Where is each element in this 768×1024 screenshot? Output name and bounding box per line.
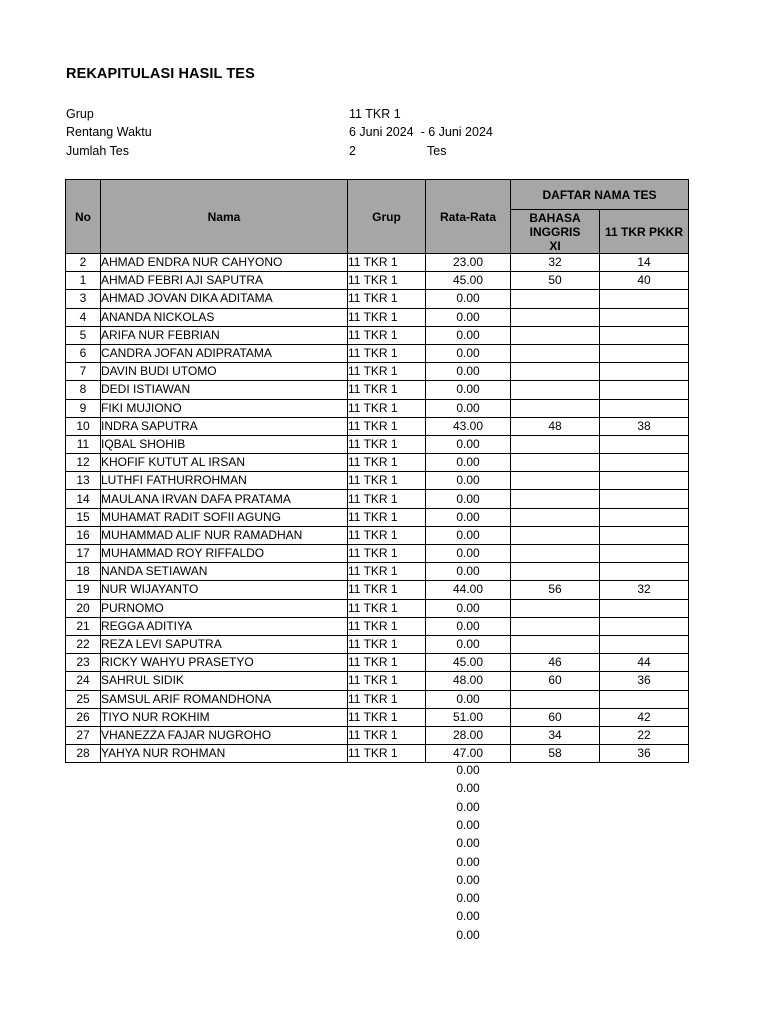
cell-bahasa-inggris: [511, 399, 600, 417]
cell-nama: MUHAMMAD ALIF NUR RAMADHAN: [101, 526, 348, 544]
cell-11-tkr-pkkr: [600, 308, 689, 326]
cell-rata-rata: 0.00: [426, 508, 511, 526]
cell-rata-rata: 0.00: [426, 326, 511, 344]
cell-grup: 11 TKR 1: [348, 617, 426, 635]
table-row: [66, 508, 689, 526]
cell-rata-rata: 0.00: [426, 399, 511, 417]
cell-nama: LUTHFI FATHURROHMAN: [101, 472, 348, 490]
cell-11-tkr-pkkr: [600, 545, 689, 563]
table-row: [66, 417, 689, 435]
meta-jumlah-label: Jumlah Tes: [66, 144, 129, 158]
table-row: [66, 654, 689, 672]
header-test-11-tkr-pkkr: 11 TKR PKKR: [600, 210, 689, 254]
cell-bahasa-inggris: 58: [511, 745, 600, 763]
table-row: [66, 363, 689, 381]
extra-average-value: 0.00: [456, 836, 480, 851]
cell-bahasa-inggris: [511, 490, 600, 508]
table-row: [66, 745, 689, 763]
cell-rata-rata: 47.00: [426, 745, 511, 763]
cell-no: 17: [66, 545, 101, 563]
cell-11-tkr-pkkr: [600, 399, 689, 417]
cell-no: 10: [66, 417, 101, 435]
cell-nama: ARIFA NUR FEBRIAN: [101, 326, 348, 344]
cell-no: 12: [66, 454, 101, 472]
cell-bahasa-inggris: 56: [511, 581, 600, 599]
cell-grup: 11 TKR 1: [348, 545, 426, 563]
cell-nama: PURNOMO: [101, 599, 348, 617]
cell-nama: SAMSUL ARIF ROMANDHONA: [101, 690, 348, 708]
cell-rata-rata: 0.00: [426, 363, 511, 381]
extra-average-value: 0.00: [456, 817, 480, 832]
cell-grup: 11 TKR 1: [348, 690, 426, 708]
cell-nama: DEDI ISTIAWAN: [101, 381, 348, 399]
cell-11-tkr-pkkr: [600, 326, 689, 344]
table-row: [66, 708, 689, 726]
cell-rata-rata: 0.00: [426, 290, 511, 308]
cell-11-tkr-pkkr: 22: [600, 726, 689, 744]
cell-rata-rata: 0.00: [426, 599, 511, 617]
cell-11-tkr-pkkr: 32: [600, 581, 689, 599]
cell-rata-rata: 0.00: [426, 490, 511, 508]
table-row: [66, 490, 689, 508]
cell-grup: 11 TKR 1: [348, 254, 426, 272]
cell-bahasa-inggris: [511, 545, 600, 563]
extra-average-value: 0.00: [456, 891, 480, 906]
cell-no: 3: [66, 290, 101, 308]
cell-11-tkr-pkkr: [600, 635, 689, 653]
cell-grup: 11 TKR 1: [348, 563, 426, 581]
table-row: [66, 254, 689, 272]
cell-bahasa-inggris: [511, 599, 600, 617]
cell-grup: 11 TKR 1: [348, 326, 426, 344]
extra-average-value: 0.00: [456, 909, 480, 924]
cell-no: 13: [66, 472, 101, 490]
cell-grup: 11 TKR 1: [348, 308, 426, 326]
table-row: [66, 344, 689, 362]
cell-grup: 11 TKR 1: [348, 581, 426, 599]
cell-rata-rata: 23.00: [426, 254, 511, 272]
cell-11-tkr-pkkr: [600, 454, 689, 472]
cell-grup: 11 TKR 1: [348, 508, 426, 526]
table-row: [66, 435, 689, 453]
cell-nama: MUHAMMAD ROY RIFFALDO: [101, 545, 348, 563]
cell-11-tkr-pkkr: [600, 381, 689, 399]
cell-bahasa-inggris: [511, 526, 600, 544]
cell-bahasa-inggris: [511, 454, 600, 472]
cell-bahasa-inggris: 50: [511, 272, 600, 290]
cell-rata-rata: 0.00: [426, 563, 511, 581]
cell-nama: KHOFIF KUTUT AL IRSAN: [101, 454, 348, 472]
cell-11-tkr-pkkr: 38: [600, 417, 689, 435]
cell-nama: REZA LEVI SAPUTRA: [101, 635, 348, 653]
table-row: [66, 563, 689, 581]
cell-rata-rata: 0.00: [426, 308, 511, 326]
cell-no: 6: [66, 344, 101, 362]
table-row: [66, 290, 689, 308]
cell-nama: AHMAD JOVAN DIKA ADITAMA: [101, 290, 348, 308]
cell-no: 20: [66, 599, 101, 617]
extra-average-value: 0.00: [456, 799, 480, 814]
cell-rata-rata: 0.00: [426, 526, 511, 544]
cell-no: 5: [66, 326, 101, 344]
table-row: [66, 381, 689, 399]
cell-grup: 11 TKR 1: [348, 290, 426, 308]
cell-grup: 11 TKR 1: [348, 472, 426, 490]
cell-bahasa-inggris: [511, 344, 600, 362]
cell-grup: 11 TKR 1: [348, 454, 426, 472]
cell-rata-rata: 0.00: [426, 690, 511, 708]
cell-11-tkr-pkkr: 44: [600, 654, 689, 672]
cell-no: 16: [66, 526, 101, 544]
cell-nama: AHMAD ENDRA NUR CAHYONO: [101, 254, 348, 272]
table-row: [66, 672, 689, 690]
cell-bahasa-inggris: [511, 508, 600, 526]
cell-rata-rata: 51.00: [426, 708, 511, 726]
result-table: [65, 179, 689, 763]
extra-average-value: 0.00: [456, 927, 480, 942]
cell-grup: 11 TKR 1: [348, 745, 426, 763]
cell-rata-rata: 45.00: [426, 272, 511, 290]
cell-bahasa-inggris: [511, 290, 600, 308]
header-test-bahasa-inggris: BAHASA INGGRIS XI: [511, 210, 600, 254]
header-grup: Grup: [348, 180, 426, 254]
table-row: [66, 545, 689, 563]
table-row: [66, 526, 689, 544]
cell-rata-rata: 0.00: [426, 545, 511, 563]
cell-no: 19: [66, 581, 101, 599]
cell-nama: TIYO NUR ROKHIM: [101, 708, 348, 726]
table-row: [66, 726, 689, 744]
table-row: [66, 635, 689, 653]
table-row: [66, 472, 689, 490]
cell-grup: 11 TKR 1: [348, 526, 426, 544]
cell-no: 11: [66, 435, 101, 453]
cell-bahasa-inggris: [511, 635, 600, 653]
cell-nama: ANANDA NICKOLAS: [101, 308, 348, 326]
cell-bahasa-inggris: [511, 690, 600, 708]
cell-rata-rata: 0.00: [426, 435, 511, 453]
cell-rata-rata: 0.00: [426, 381, 511, 399]
cell-nama: SAHRUL SIDIK: [101, 672, 348, 690]
header-nama: Nama: [101, 180, 348, 254]
cell-grup: 11 TKR 1: [348, 635, 426, 653]
cell-bahasa-inggris: [511, 381, 600, 399]
cell-nama: RICKY WAHYU PRASETYO: [101, 654, 348, 672]
cell-nama: YAHYA NUR ROHMAN: [101, 745, 348, 763]
table-row: [66, 399, 689, 417]
cell-11-tkr-pkkr: 14: [600, 254, 689, 272]
cell-grup: 11 TKR 1: [348, 672, 426, 690]
cell-rata-rata: 45.00: [426, 654, 511, 672]
cell-11-tkr-pkkr: [600, 363, 689, 381]
cell-bahasa-inggris: [511, 363, 600, 381]
table-row: [66, 308, 689, 326]
cell-no: 26: [66, 708, 101, 726]
cell-grup: 11 TKR 1: [348, 490, 426, 508]
cell-grup: 11 TKR 1: [348, 417, 426, 435]
cell-grup: 11 TKR 1: [348, 363, 426, 381]
cell-nama: NANDA SETIAWAN: [101, 563, 348, 581]
cell-bahasa-inggris: [511, 617, 600, 635]
cell-nama: MAULANA IRVAN DAFA PRATAMA: [101, 490, 348, 508]
cell-11-tkr-pkkr: 36: [600, 745, 689, 763]
table-row: [66, 617, 689, 635]
cell-11-tkr-pkkr: 40: [600, 272, 689, 290]
cell-11-tkr-pkkr: [600, 563, 689, 581]
cell-bahasa-inggris: 60: [511, 708, 600, 726]
cell-bahasa-inggris: 60: [511, 672, 600, 690]
meta-jumlah-value: 2: [349, 144, 356, 158]
cell-no: 1: [66, 272, 101, 290]
cell-grup: 11 TKR 1: [348, 399, 426, 417]
cell-11-tkr-pkkr: [600, 690, 689, 708]
cell-grup: 11 TKR 1: [348, 654, 426, 672]
table-row: [66, 581, 689, 599]
header-no: No: [66, 180, 101, 254]
meta-jumlah-unit: Tes: [427, 144, 447, 158]
cell-rata-rata: 28.00: [426, 726, 511, 744]
header-daftar-nama-tes: DAFTAR NAMA TES: [511, 180, 689, 210]
cell-bahasa-inggris: 48: [511, 417, 600, 435]
cell-rata-rata: 0.00: [426, 617, 511, 635]
cell-nama: FIKI MUJIONO: [101, 399, 348, 417]
cell-nama: REGGA ADITIYA: [101, 617, 348, 635]
cell-nama: MUHAMAT RADIT SOFII AGUNG: [101, 508, 348, 526]
cell-no: 14: [66, 490, 101, 508]
table-row: [66, 454, 689, 472]
cell-no: 9: [66, 399, 101, 417]
cell-no: 21: [66, 617, 101, 635]
cell-11-tkr-pkkr: [600, 490, 689, 508]
cell-no: 25: [66, 690, 101, 708]
meta-grup-label: Grup: [66, 107, 94, 121]
cell-nama: IQBAL SHOHIB: [101, 435, 348, 453]
cell-bahasa-inggris: 34: [511, 726, 600, 744]
cell-11-tkr-pkkr: [600, 599, 689, 617]
cell-11-tkr-pkkr: 36: [600, 672, 689, 690]
cell-no: 27: [66, 726, 101, 744]
cell-11-tkr-pkkr: [600, 290, 689, 308]
cell-grup: 11 TKR 1: [348, 344, 426, 362]
table-row: [66, 599, 689, 617]
table-body: [66, 254, 689, 763]
meta-rentang-value: 6 Juni 2024 - 6 Juni 2024: [349, 125, 493, 139]
cell-nama: NUR WIJAYANTO: [101, 581, 348, 599]
cell-nama: AHMAD FEBRI AJI SAPUTRA: [101, 272, 348, 290]
cell-11-tkr-pkkr: [600, 508, 689, 526]
cell-bahasa-inggris: [511, 563, 600, 581]
cell-no: 15: [66, 508, 101, 526]
cell-rata-rata: 0.00: [426, 454, 511, 472]
cell-grup: 11 TKR 1: [348, 599, 426, 617]
extra-average-value: 0.00: [456, 872, 480, 887]
cell-bahasa-inggris: [511, 308, 600, 326]
extra-average-value: 0.00: [456, 763, 480, 777]
header-rata-rata: Rata-Rata: [426, 180, 511, 254]
cell-no: 28: [66, 745, 101, 763]
cell-11-tkr-pkkr: [600, 526, 689, 544]
cell-no: 7: [66, 363, 101, 381]
cell-no: 24: [66, 672, 101, 690]
extra-average-value: 0.00: [456, 854, 480, 869]
cell-no: 18: [66, 563, 101, 581]
table-row: [66, 272, 689, 290]
cell-11-tkr-pkkr: [600, 472, 689, 490]
table-row: [66, 690, 689, 708]
cell-nama: INDRA SAPUTRA: [101, 417, 348, 435]
cell-grup: 11 TKR 1: [348, 272, 426, 290]
cell-grup: 11 TKR 1: [348, 708, 426, 726]
cell-11-tkr-pkkr: 42: [600, 708, 689, 726]
cell-no: 4: [66, 308, 101, 326]
cell-no: 2: [66, 254, 101, 272]
cell-rata-rata: 0.00: [426, 472, 511, 490]
cell-bahasa-inggris: [511, 435, 600, 453]
cell-no: 22: [66, 635, 101, 653]
cell-rata-rata: 0.00: [426, 635, 511, 653]
cell-rata-rata: 43.00: [426, 417, 511, 435]
cell-bahasa-inggris: 32: [511, 254, 600, 272]
cell-nama: CANDRA JOFAN ADIPRATAMA: [101, 344, 348, 362]
cell-11-tkr-pkkr: [600, 617, 689, 635]
cell-bahasa-inggris: 46: [511, 654, 600, 672]
extra-average-value: 0.00: [456, 781, 480, 796]
cell-nama: DAVIN BUDI UTOMO: [101, 363, 348, 381]
cell-11-tkr-pkkr: [600, 344, 689, 362]
meta-rentang-label: Rentang Waktu: [66, 125, 152, 139]
page-title: REKAPITULASI HASIL TES: [66, 66, 255, 82]
cell-11-tkr-pkkr: [600, 435, 689, 453]
cell-grup: 11 TKR 1: [348, 726, 426, 744]
cell-grup: 11 TKR 1: [348, 381, 426, 399]
cell-rata-rata: 44.00: [426, 581, 511, 599]
cell-rata-rata: 48.00: [426, 672, 511, 690]
meta-grup-value: 11 TKR 1: [349, 107, 401, 121]
cell-no: 23: [66, 654, 101, 672]
cell-no: 8: [66, 381, 101, 399]
cell-grup: 11 TKR 1: [348, 435, 426, 453]
cell-bahasa-inggris: [511, 326, 600, 344]
table-row: [66, 326, 689, 344]
cell-nama: VHANEZZA FAJAR NUGROHO: [101, 726, 348, 744]
cell-rata-rata: 0.00: [426, 344, 511, 362]
cell-bahasa-inggris: [511, 472, 600, 490]
